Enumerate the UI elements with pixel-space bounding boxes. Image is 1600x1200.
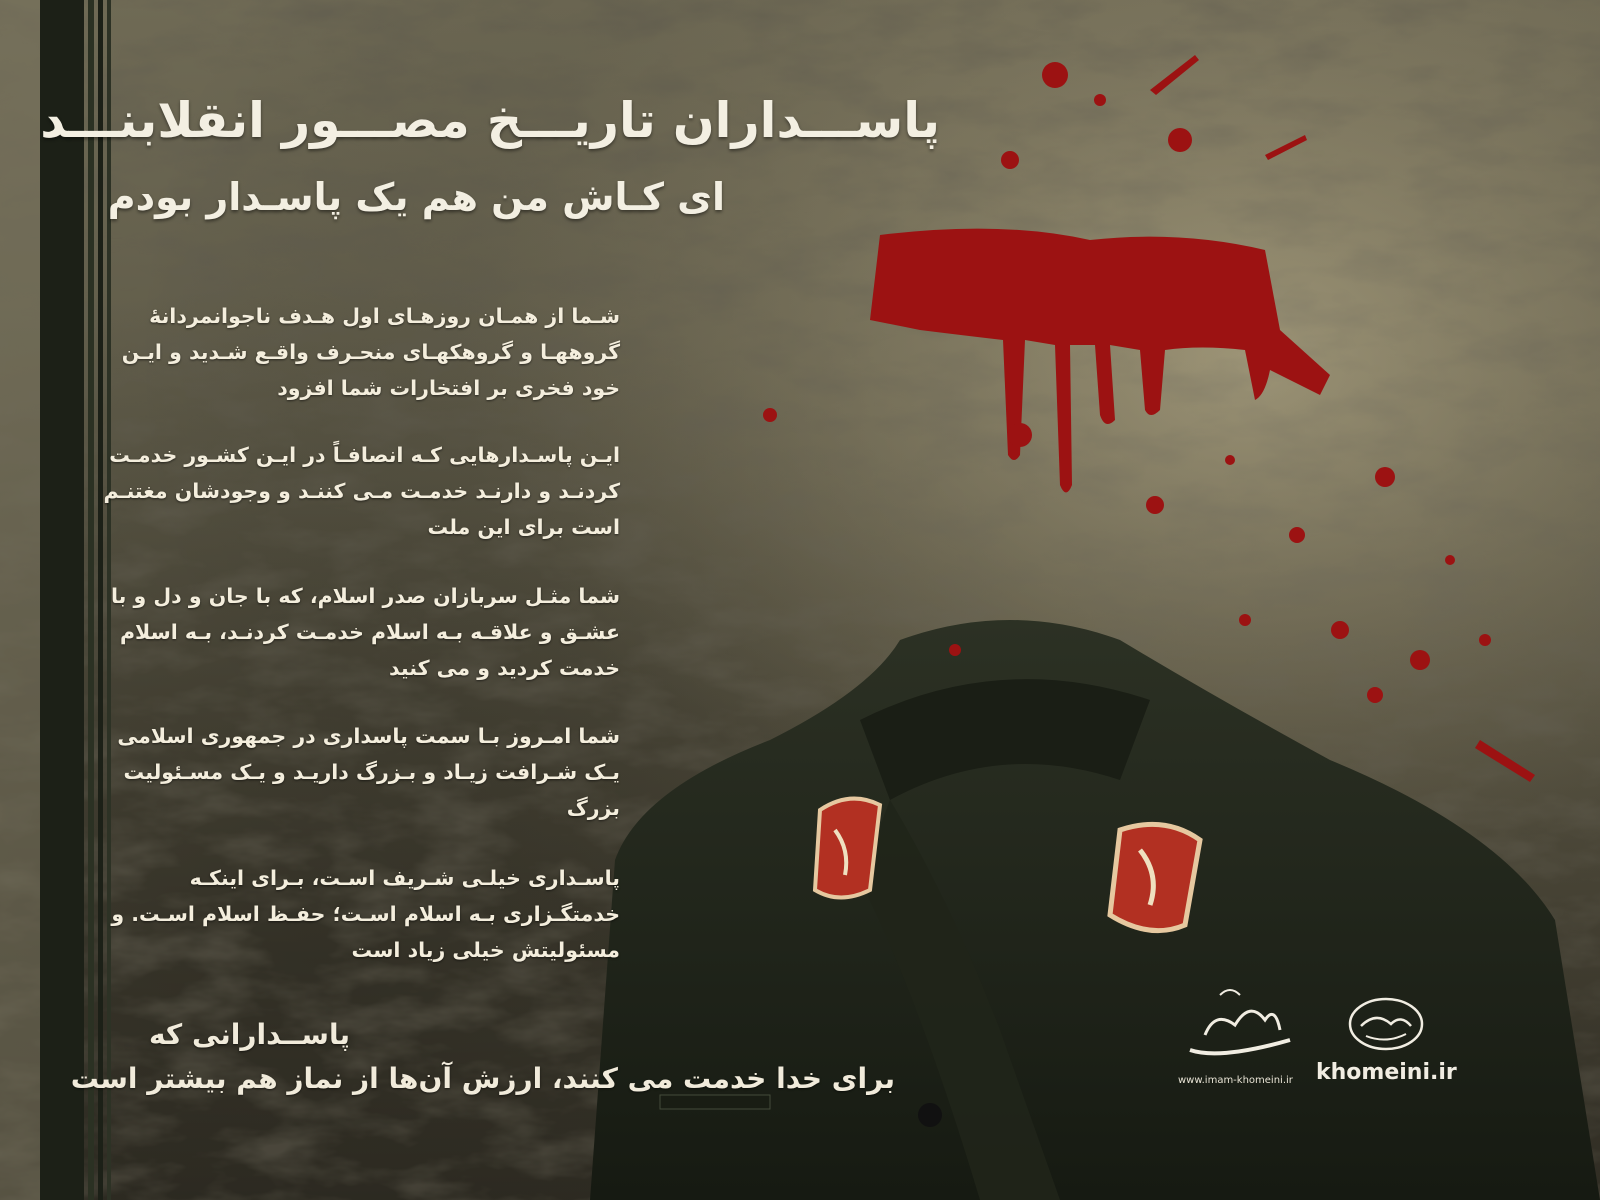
closing-quote: برای خدا خدمت می کنند، ارزش آن‌ها از نماز هم بیشتر است [70,1062,895,1095]
quote-line: ایـن پاسـدارهایی کـه انصافـاً در ایـن کشـور خدمـت [109,443,620,467]
quote-line: خدمت کردید و می کنید [389,656,620,680]
quote-line: پاسـداری خیلـی شـریف اسـت، بـرای اینکـه [189,866,620,890]
quote-paragraph [103,437,620,545]
quote-paragraph [110,578,620,686]
quote-line: خود فخری بر افتخارات شما افزود [277,376,620,400]
quote-line: خدمتگـزاری بـه اسلام اسـت؛ حفـظ اسلام اسـت. و [111,902,620,926]
quote-paragraph [111,860,620,968]
seal-icon [1346,996,1426,1052]
closing-heading: پاســدارانی که [148,1018,350,1051]
quote-line: مسئولیتش خیلی زیاد است [351,938,620,962]
page-title: پاســـداران تاریـــخ مصـــور انقلابنـــد [40,92,940,149]
quote-line: شما مثـل سربازان صدر اسلام، که با جان و دل و با [110,584,620,608]
imam-khomeini-url[interactable]: www.imam-khomeini.ir [1178,1075,1293,1086]
quote-line: یـک شـرافت زیـاد و بـزرگ داریـد و یـک مسـئولیت [123,760,620,784]
quote-line: شما امـروز بـا سمت پاسداری در جمهوری اسلامی [117,724,620,748]
quote-line: است برای این ملت [427,515,620,539]
quote-line: شـما از همـان روزهـای اول هـدف ناجوانمردانۀ [149,304,620,328]
quote-line: عشـق و علاقـه بـه اسلام خدمـت کردنـد، بـه اسلام [120,620,620,644]
imam-signature-icon [1180,980,1300,1070]
page-subtitle: ای کـاش من هم یک پاسـدار بودم [107,175,725,219]
quote-line: گروههـا و گروهکهـای منحـرف واقـع شـدید و ایـن [121,340,620,364]
quote-line: بزرگ [566,796,620,820]
quote-line: کردنـد و دارنـد خدمـت مـی کننـد و وجودشان مغتنـم [103,479,620,503]
quote-paragraph [117,718,620,826]
khomeini-url[interactable]: khomeini.ir [1316,1060,1457,1085]
quote-paragraph [121,298,620,406]
